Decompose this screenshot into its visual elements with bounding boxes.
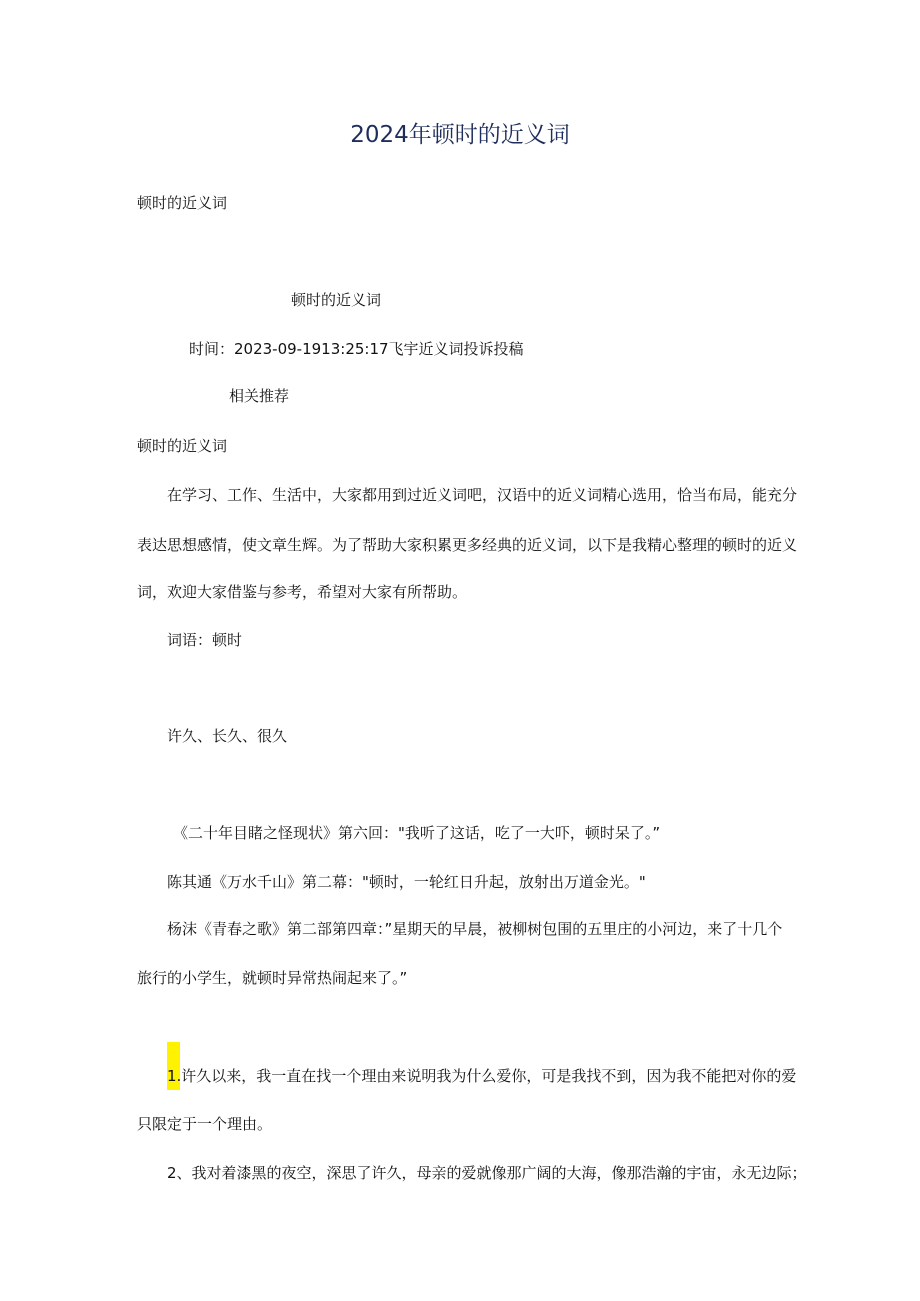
synonyms-line: 许久、长久、很久	[167, 727, 288, 745]
heading: 顿时的近义词	[137, 194, 228, 212]
example-line: 1.许久以来，我一直在找一个理由来说明我为什么爱你，可是我找不到，因为我不能把对你的爱	[167, 1067, 797, 1085]
section-title: 顿时的近义词	[137, 437, 228, 455]
quote-line: 杨沫《青春之歌》第二部第四章：”星期天的早晨，被柳树包围的五里庄的小河边，来了十几个	[167, 920, 783, 938]
quote-line: 《二十年目睹之怪现状》第六回："我听了这话，吃了一大吓，顿时呆了。”	[173, 824, 661, 842]
word-line: 词语：顿时	[167, 631, 243, 649]
quote-line: 旅行的小学生，就顿时异常热闹起来了。”	[137, 969, 408, 987]
document-title: 2024年顿时的近义词	[350, 122, 570, 148]
meta-line: 时间：2023-09-1913:25:17飞宇近义词投诉投稿	[189, 340, 524, 358]
example-line: 2、我对着漆黑的夜空，深思了许久，母亲的爱就像那广阔的大海，像那浩瀚的宇宙，永无边际；	[167, 1164, 807, 1182]
quote-line: 陈其通《万水千山》第二幕："顿时，一轮红日升起，放射出万道金光。"	[167, 873, 646, 891]
subheading: 顿时的近义词	[291, 291, 382, 309]
intro-line: 词，欢迎大家借鉴与参考，希望对大家有所帮助。	[137, 583, 468, 601]
related-link[interactable]: 相关推荐	[229, 387, 290, 405]
intro-line: 在学习、工作、生活中，大家都用到过近义词吧，汉语中的近义词精心选用，恰当布局，能充分	[167, 486, 798, 504]
example-line: 只限定于一个理由。	[137, 1115, 273, 1133]
intro-line: 表达思想感情，使文章生辉。为了帮助大家积累更多经典的近义词，以下是我精心整理的顿时的近义	[137, 536, 798, 554]
